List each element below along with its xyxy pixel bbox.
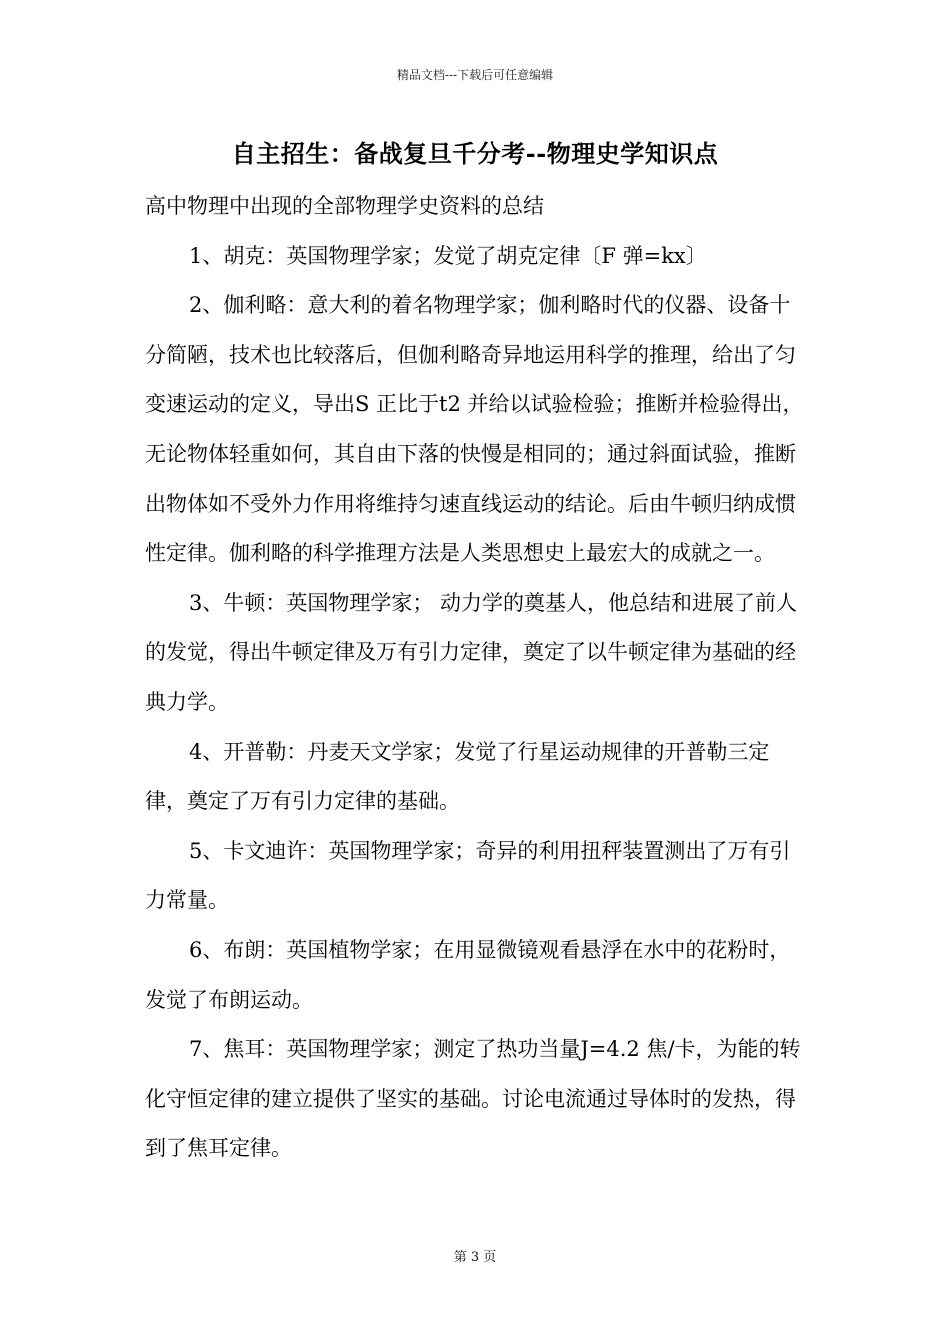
document-title: 自主招生：备战复旦千分考--物理史学知识点 [231, 139, 719, 168]
paragraph-kepler: 4、开普勒：丹麦天文学家；发觉了行星运动规律的开普勒三定律，奠定了万有引力定律的基础。 [145, 739, 770, 814]
paragraph-newton: 3、牛顿：英国物理学家； 动力学的奠基人，他总结和进展了前人的发觉，得出牛顿定律及万有引力定律，奠定了以牛顿定律为基础的经典力学。 [145, 590, 798, 714]
page-number: 第 3 页 [453, 1250, 497, 1265]
paragraph-hooke: 1、胡克：英国物理学家；发觉了胡克定律〔F 弹=kx〕 [189, 243, 707, 268]
paragraph-cavendish: 5、卡文迪许：英国物理学家；奇异的利用扭秤装置测出了万有引力常量。 [145, 838, 791, 913]
paragraph-galileo: 2、伽利略：意大利的着名物理学家；伽利略时代的仪器、设备十分简陋，技术也比较落后，但伽利略奇异地运用科学的推理，给出了匀变速运动的定义，导出S 正比于t2 并给以试验检验；推断并检验得出，无论物体轻重如何，其自由下落的快慢是相同的；通过斜面试验，推断出物体如不受外力作用将维持匀速直线运动的结论。后由牛顿归纳成惯性定律。伽利略的科学推理方法是人类思想史上最宏大的成就之一。 [145, 293, 804, 566]
paragraph-joule: 7、焦耳：英国物理学家；测定了热功当量J=4.2 焦/卡，为能的转化守恒定律的建立提供了坚实的基础。讨论电流通过导体时的发热，得到了焦耳定律。 [145, 1037, 801, 1161]
intro-paragraph: 高中物理中出现的全部物理学史资料的总结 [145, 194, 544, 218]
document-body [145, 182, 810, 1174]
paragraph-brown: 6、布朗：英国植物学家；在用显微镜观看悬浮在水中的花粉时，发觉了布朗运动。 [145, 937, 791, 1012]
header-note: 精品文档---下载后可任意编辑 [396, 68, 554, 82]
